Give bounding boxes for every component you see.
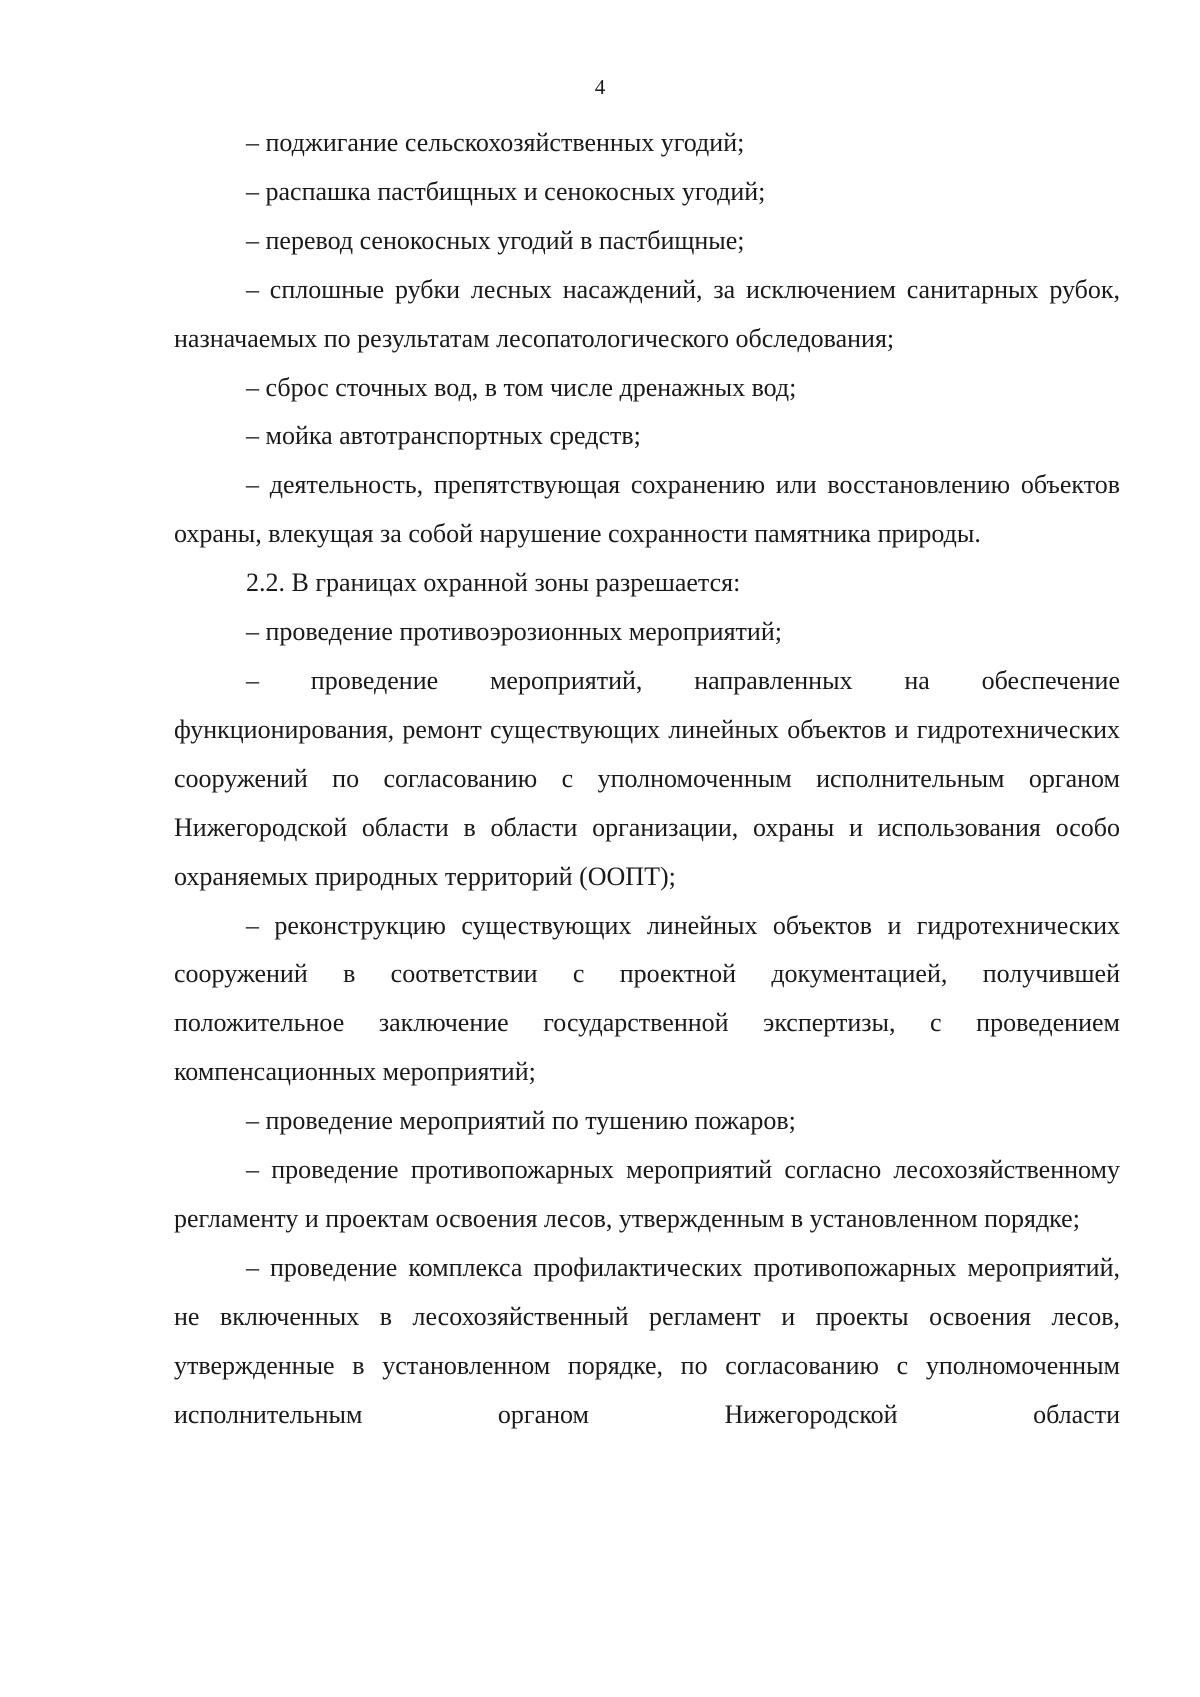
list-item-reconstruction: – реконструкцию существующих линейных объектов и гидротехнических сооружений в соответствии с проектной документацией, получившей положительное заключение государственной экспертизы, с проведением компенсационных мероприятий; — [174, 910, 1120, 1087]
list-item-harmful-activity: – деятельность, препятствующая сохранению или восстановлению объектов охраны, влекущая за собой нарушение сохранности памятника природы. — [174, 470, 1120, 549]
list-item-car-wash: – мойка автотранспортных средств; — [246, 421, 641, 451]
document-body — [174, 119, 1120, 1439]
section-heading-2-2: 2.2. В границах охранной зоны разрешается: — [246, 568, 741, 598]
list-item-ignition: – поджигание сельскохозяйственных угодий; — [246, 128, 745, 157]
list-item-maintenance: – проведение мероприятий, направленных на обеспечение функционирования, ремонт существующих линейных объектов и гидротехнических сооружений по согласованию с уполномоченным исполнительным органом Нижегородской области в области организации, охраны и использования особо охраняемых природных территорий (ООПТ); — [174, 665, 1120, 891]
list-item-conversion: – перевод сенокосных угодий в пастбищные; — [246, 225, 745, 255]
list-item-fire-prevention: – проведение противопожарных мероприятий согласно лесохозяйственному регламенту и проектам освоения лесов, утвержденным в установленном порядке; — [174, 1155, 1120, 1233]
list-item-clear-cutting: – сплошные рубки лесных насаждений, за исключением санитарных рубок, назначаемых по результатам лесопатологического обследования; — [174, 274, 1120, 353]
list-item-wastewater: – сброс сточных вод, в том числе дренажных вод; — [246, 372, 797, 402]
page-number: 4 — [594, 75, 606, 99]
list-item-anti-erosion: – проведение противоэрозионных мероприятий; — [246, 617, 782, 647]
list-item-plowing: – распашка пастбищных и сенокосных угодий; — [246, 176, 766, 206]
list-item-firefighting: – проведение мероприятий по тушению пожаров; — [246, 1106, 796, 1136]
list-item-preventive-complex: – проведение комплекса профилактических противопожарных мероприятий, не включенных в лесохозяйственный регламент и проекты освоения лесов, утвержденные в установленном порядке, по согласованию с уполномоченным исполнительным органом Нижегородской области — [174, 1252, 1120, 1429]
